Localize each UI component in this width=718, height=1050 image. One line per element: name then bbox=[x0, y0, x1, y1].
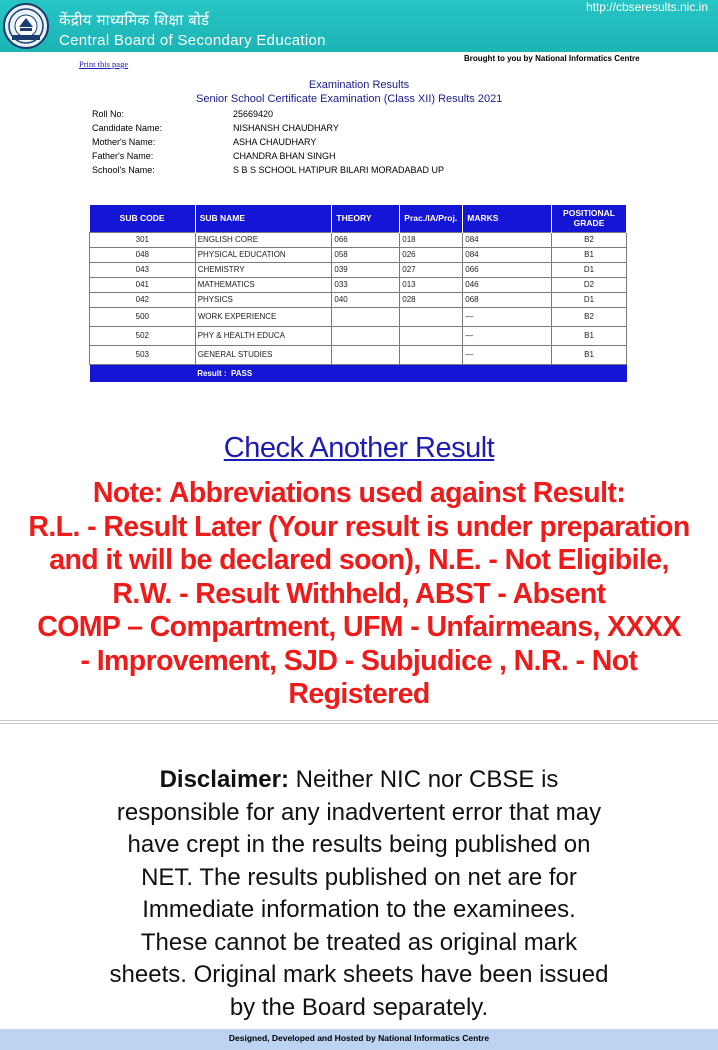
sub-code-header: SUB CODE bbox=[90, 205, 196, 232]
theory-cell: 040 bbox=[332, 292, 400, 307]
table-header-row bbox=[90, 205, 627, 232]
table-row bbox=[90, 262, 627, 277]
grade-cell: D2 bbox=[552, 277, 627, 292]
marks-cell: 046 bbox=[463, 277, 552, 292]
theory-cell bbox=[332, 307, 400, 326]
theory-header: THEORY bbox=[332, 205, 400, 232]
sub-name-header: SUB NAME bbox=[195, 205, 332, 232]
sub-name-cell: CHEMISTRY bbox=[195, 262, 332, 277]
practical-cell: 027 bbox=[400, 262, 463, 277]
result-value: PASS bbox=[230, 368, 253, 378]
sub-code-cell: 502 bbox=[90, 326, 196, 345]
sub-code-cell: 503 bbox=[90, 345, 196, 364]
sub-code-cell: 043 bbox=[90, 262, 196, 277]
disclaimer-line: Immediate information to the examinees. bbox=[142, 896, 576, 923]
grade-cell: B1 bbox=[552, 326, 627, 345]
grade-header-line2: GRADE bbox=[573, 218, 605, 229]
practical-cell bbox=[400, 345, 463, 364]
note-line: COMP – Compartment, UFM - Unfairmeans, XXXX bbox=[37, 611, 681, 643]
marks-cell: — bbox=[463, 345, 552, 364]
exam-title: Examination Results bbox=[308, 79, 410, 91]
mother-name-value: ASHA CHAUDHARY bbox=[233, 137, 317, 147]
sub-code-cell: 042 bbox=[90, 292, 196, 307]
marks-cell: 084 bbox=[463, 247, 552, 262]
theory-cell: 058 bbox=[332, 247, 400, 262]
check-another-result-link[interactable]: Check Another Result bbox=[223, 432, 495, 464]
father-name-label: Father's Name: bbox=[92, 151, 154, 161]
brought-by-text: Brought to you by National Informatics Centre bbox=[464, 54, 640, 63]
result-row bbox=[90, 364, 627, 382]
abbreviations-note bbox=[0, 477, 718, 712]
site-header bbox=[0, 0, 718, 52]
disclaimer-label: Disclaimer: bbox=[159, 766, 289, 793]
sub-name-cell: ENGLISH CORE bbox=[195, 232, 332, 247]
board-name-english: Central Board of Secondary Education bbox=[59, 32, 326, 49]
sub-name-cell: PHYSICAL EDUCATION bbox=[195, 247, 332, 262]
sub-code-cell: 500 bbox=[90, 307, 196, 326]
marks-cell: — bbox=[463, 307, 552, 326]
note-line: Registered bbox=[288, 678, 430, 710]
disclaimer-line: NET. The results published on net are for bbox=[141, 863, 577, 891]
table-row bbox=[90, 326, 627, 345]
result-cell bbox=[195, 364, 626, 382]
school-name-label: School's Name: bbox=[92, 165, 155, 175]
sub-name-cell: WORK EXPERIENCE bbox=[195, 307, 332, 326]
note-line: - Improvement, SJD - Subjudice , N.R. - Not bbox=[80, 644, 638, 677]
theory-cell bbox=[332, 326, 400, 345]
sub-name-cell: PHYSICS bbox=[195, 292, 332, 307]
marks-cell: 068 bbox=[463, 292, 552, 307]
disclaimer-line: sheets. Original mark sheets have been issued bbox=[109, 961, 609, 988]
practical-cell: 028 bbox=[400, 292, 463, 307]
grade-cell: B1 bbox=[552, 345, 627, 364]
table-row bbox=[90, 277, 627, 292]
sub-code-cell: 048 bbox=[90, 247, 196, 262]
roll-no-value: 25669420 bbox=[233, 109, 274, 119]
marks-cell: 084 bbox=[463, 232, 552, 247]
roll-no-label: Roll No: bbox=[92, 109, 125, 119]
grade-cell: B2 bbox=[552, 307, 627, 326]
practical-cell: 013 bbox=[400, 277, 463, 292]
results-table bbox=[89, 205, 627, 382]
theory-cell bbox=[332, 345, 400, 364]
disclaimer-line: responsible for any inadvertent error that may bbox=[116, 798, 602, 826]
grade-cell: D1 bbox=[552, 262, 627, 277]
sub-name-cell: PHY & HEALTH EDUCA bbox=[195, 326, 332, 345]
practical-header: Prac./IA/Proj. bbox=[400, 205, 463, 232]
marks-cell: — bbox=[463, 326, 552, 345]
print-page-link[interactable]: Print this page bbox=[79, 59, 129, 69]
candidate-name-label: Candidate Name: bbox=[92, 123, 163, 133]
sub-code-cell: 041 bbox=[90, 277, 196, 292]
note-line: R.L. - Result Later (Your result is under preparation bbox=[28, 510, 690, 543]
grade-header bbox=[552, 205, 627, 232]
sub-code-cell: 301 bbox=[90, 232, 196, 247]
marks-cell: 066 bbox=[463, 262, 552, 277]
practical-cell: 018 bbox=[400, 232, 463, 247]
note-line: and it will be declared soon), N.E. - Not Eligibile, bbox=[49, 544, 669, 576]
cbse-logo-icon[interactable] bbox=[3, 3, 49, 49]
board-name-hindi: केंद्रीय माध्यमिक शिक्षा बोर्ड bbox=[59, 11, 210, 29]
practical-cell bbox=[400, 307, 463, 326]
disclaimer-line: These cannot be treated as original mark bbox=[140, 928, 578, 956]
sub-name-cell: MATHEMATICS bbox=[195, 277, 332, 292]
father-name-value: CHANDRA BHAN SINGH bbox=[233, 151, 336, 161]
disclaimer-line: Disclaimer: Neither NIC nor CBSE is bbox=[159, 766, 559, 793]
note-line: Note: Abbreviations used against Result: bbox=[92, 477, 626, 509]
page-footer: Designed, Developed and Hosted by National Informatics Centre bbox=[0, 1029, 718, 1050]
disclaimer-line: have crept in the results being published on bbox=[127, 831, 591, 858]
table-row bbox=[90, 247, 627, 262]
grade-header-line1: POSITIONAL bbox=[563, 208, 615, 219]
result-label: Result : bbox=[197, 368, 227, 378]
site-url[interactable]: http://cbseresults.nic.in bbox=[585, 0, 708, 14]
theory-cell: 039 bbox=[332, 262, 400, 277]
note-line: R.W. - Result Withheld, ABST - Absent bbox=[112, 577, 606, 610]
grade-cell: B1 bbox=[552, 247, 627, 262]
sub-name-cell: GENERAL STUDIES bbox=[195, 345, 332, 364]
theory-cell: 033 bbox=[332, 277, 400, 292]
candidate-name-value: NISHANSH CHAUDHARY bbox=[233, 123, 339, 133]
theory-cell: 066 bbox=[332, 232, 400, 247]
divider bbox=[0, 720, 718, 724]
disclaimer-line: by the Board separately. bbox=[229, 993, 489, 1021]
table-row bbox=[90, 307, 627, 326]
school-name-value: S B S SCHOOL HATIPUR BILARI MORADABAD UP bbox=[233, 165, 445, 175]
marks-header: MARKS bbox=[463, 205, 552, 232]
table-row bbox=[90, 292, 627, 307]
grade-cell: D1 bbox=[552, 292, 627, 307]
practical-cell bbox=[400, 326, 463, 345]
mother-name-label: Mother's Name: bbox=[92, 137, 156, 147]
table-row bbox=[90, 345, 627, 364]
exam-subtitle: Senior School Certificate Examination (Class XII) Results 2021 bbox=[196, 93, 503, 105]
disclaimer bbox=[80, 764, 638, 1024]
practical-cell: 026 bbox=[400, 247, 463, 262]
grade-cell: B2 bbox=[552, 232, 627, 247]
table-row bbox=[90, 232, 627, 247]
